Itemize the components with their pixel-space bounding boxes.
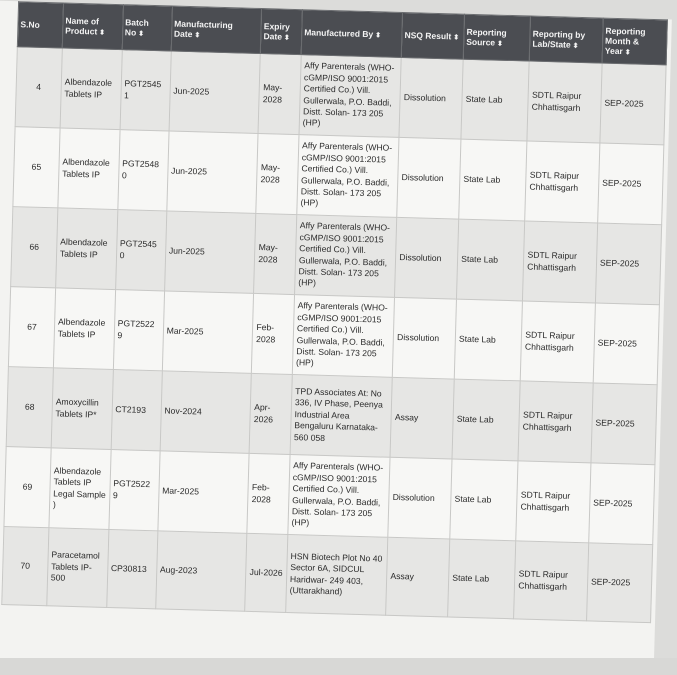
cell-product: Paracetamol Tablets IP- 500 [47,528,109,608]
cell-month: SEP-2025 [591,383,657,465]
cell-lab: SDTL Raipur Chhattisgarh [521,301,596,383]
cell-result: Assay [390,377,454,459]
cell-batch: CT2193 [111,370,162,451]
cell-month: SEP-2025 [589,463,655,545]
column-header-label: S.No [20,19,40,30]
sort-arrows-icon[interactable]: ⬍ [99,29,106,37]
cell-month: SEP-2025 [593,303,659,385]
column-header[interactable] [62,3,123,50]
cell-batch: PGT2548 0 [117,130,168,211]
cell-batch: PGT2545 0 [115,210,166,291]
cell-mfg: Jun-2025 [164,211,256,293]
cell-lab: SDTL Raipur Chhattisgarh [514,541,589,621]
sort-arrows-icon[interactable]: ⬍ [496,40,504,48]
cell-mfg: Aug-2023 [155,531,247,611]
cell-mfg: Nov-2024 [160,371,252,453]
column-header[interactable] [463,14,530,61]
cell-result: Dissolution [393,297,457,379]
document-sheet [0,1,672,675]
cell-exp: May-2028 [256,133,299,214]
cell-lab: SDTL Raipur Chhattisgarh [527,61,602,143]
column-header-label: NSQ Result [404,30,452,42]
cell-source: State Lab [454,299,522,381]
cell-sno: 69 [4,447,51,528]
cell-by: HSN Biotech Plot No 40 Sector 6A, SIDCUL Haridwar- 249 403, (Uttarakhand) [286,534,388,615]
cell-by: Affy Parenterals (WHO- cGMP/ISO 9001:2015 Certified Co.) Vill. Gullerwala, P.O. Baddi, Distt. Solan- 173 205 (HP) [294,215,397,298]
cell-source: State Lab [450,459,518,541]
cell-result: Assay [386,537,450,617]
column-header[interactable] [122,5,172,51]
cell-product: Albendazole Tablets IP [60,48,122,130]
cell-by: Affy Parenterals (WHO- cGMP/ISO 9001:2015 Certified Co.) Vill. Gullerwala, P.O. Baddi, Distt. Solan- 173 205 (HP) [299,55,402,138]
column-header-label: Reporting Month & Year [604,25,646,57]
column-header-label: Name of Product [65,15,100,37]
cell-month: SEP-2025 [600,63,666,145]
cell-mfg: Jun-2025 [169,51,261,133]
cell-mfg: Jun-2025 [167,131,259,213]
sort-arrows-icon[interactable]: ⬍ [572,42,579,50]
column-header[interactable] [261,9,303,55]
cell-exp: May-2028 [254,213,297,294]
column-header-label: Manufacturing Date [173,18,233,40]
cell-batch: PGT2522 9 [109,449,160,530]
cell-sno: 65 [13,127,60,208]
cell-sno: 68 [6,367,53,448]
table-body [2,47,666,623]
cell-mfg: Mar-2025 [162,291,254,373]
nsq-drug-table [1,1,668,623]
cell-lab: SDTL Raipur Chhattisgarh [523,221,598,303]
cell-sno: 70 [2,527,49,606]
cell-lab: SDTL Raipur Chhattisgarh [516,461,591,543]
cell-sno: 67 [8,287,55,368]
cell-sno: 4 [15,47,62,128]
cell-exp: May-2028 [258,54,301,135]
sort-arrows-icon[interactable]: ⬍ [194,32,201,40]
cell-product: Albendazole Tablets IP Legal Sample ) [49,448,111,530]
cell-month: SEP-2025 [598,143,664,225]
column-header-label: Reporting Source [466,26,507,48]
column-header-label: Batch No [124,17,149,38]
cell-batch: PGT2545 1 [120,50,171,131]
sort-arrows-icon[interactable]: ⬍ [375,32,382,40]
cell-source: State Lab [448,539,516,619]
cell-by: TPD Associates At: No 336, IV Phase, Peenya Industrial Area Bengaluru Karnataka-560 058 [290,375,393,458]
cell-exp: Apr-2026 [249,373,292,454]
cell-exp: Jul-2026 [245,533,288,612]
column-header[interactable] [171,6,262,53]
cell-batch: CP30813 [106,529,157,608]
cell-result: Dissolution [388,457,452,539]
column-header-label: Expiry Date [263,21,290,42]
cell-result: Dissolution [395,217,459,299]
sort-arrows-icon[interactable]: ⬍ [453,34,460,42]
column-header[interactable] [301,10,403,58]
column-header[interactable] [17,2,63,48]
cell-source: State Lab [452,379,520,461]
cell-by: Affy Parenterals (WHO- cGMP/ISO 9001:2015 Certified Co.) Vill. Gullerwala, P.O. Baddi, Distt. Solan- 173 205 (HP) [297,135,400,218]
cell-product: Albendazole Tablets IP [53,288,115,370]
cell-mfg: Mar-2025 [158,451,250,533]
cell-batch: PGT2522 9 [113,290,164,371]
column-header[interactable] [529,16,603,63]
cell-month: SEP-2025 [595,223,661,305]
cell-by: Affy Parenterals (WHO- cGMP/ISO 9001:2015 Certified Co.) Vill. Gullerwala, P.O. Baddi, Distt. Solan- 173 205 (HP) [288,455,391,538]
sort-arrows-icon[interactable]: ⬍ [138,30,145,38]
cell-sno: 66 [11,207,58,288]
cell-result: Dissolution [397,137,461,219]
cell-exp: Feb-2028 [247,453,290,534]
cell-month: SEP-2025 [586,543,652,623]
cell-lab: SDTL Raipur Chhattisgarh [525,141,600,223]
cell-source: State Lab [459,139,527,221]
table-row [2,527,653,623]
cell-source: State Lab [457,219,525,301]
cell-product: Albendazole Tablets IP [55,208,117,290]
cell-lab: SDTL Raipur Chhattisgarh [518,381,593,463]
cell-source: State Lab [461,59,529,141]
column-header-label: Manufactured By [304,27,374,40]
cell-result: Dissolution [399,57,463,139]
column-header-label: Reporting by Lab/State [532,28,586,50]
desk-surface [0,658,677,675]
sort-arrows-icon[interactable]: ⬍ [283,34,290,42]
sort-arrows-icon[interactable]: ⬍ [624,49,631,57]
cell-exp: Feb-2028 [252,293,295,374]
column-header[interactable] [602,18,667,65]
cell-product: Amoxycillin Tablets IP* [51,368,113,450]
column-header[interactable] [401,12,464,59]
cell-by: Affy Parenterals (WHO- cGMP/ISO 9001:2015 Certified Co.) Vill. Gullerwala, P.O. Baddi, Distt. Solan- 173 205 (HP) [292,295,395,378]
cell-product: Albendazole Tablets IP [58,128,120,210]
